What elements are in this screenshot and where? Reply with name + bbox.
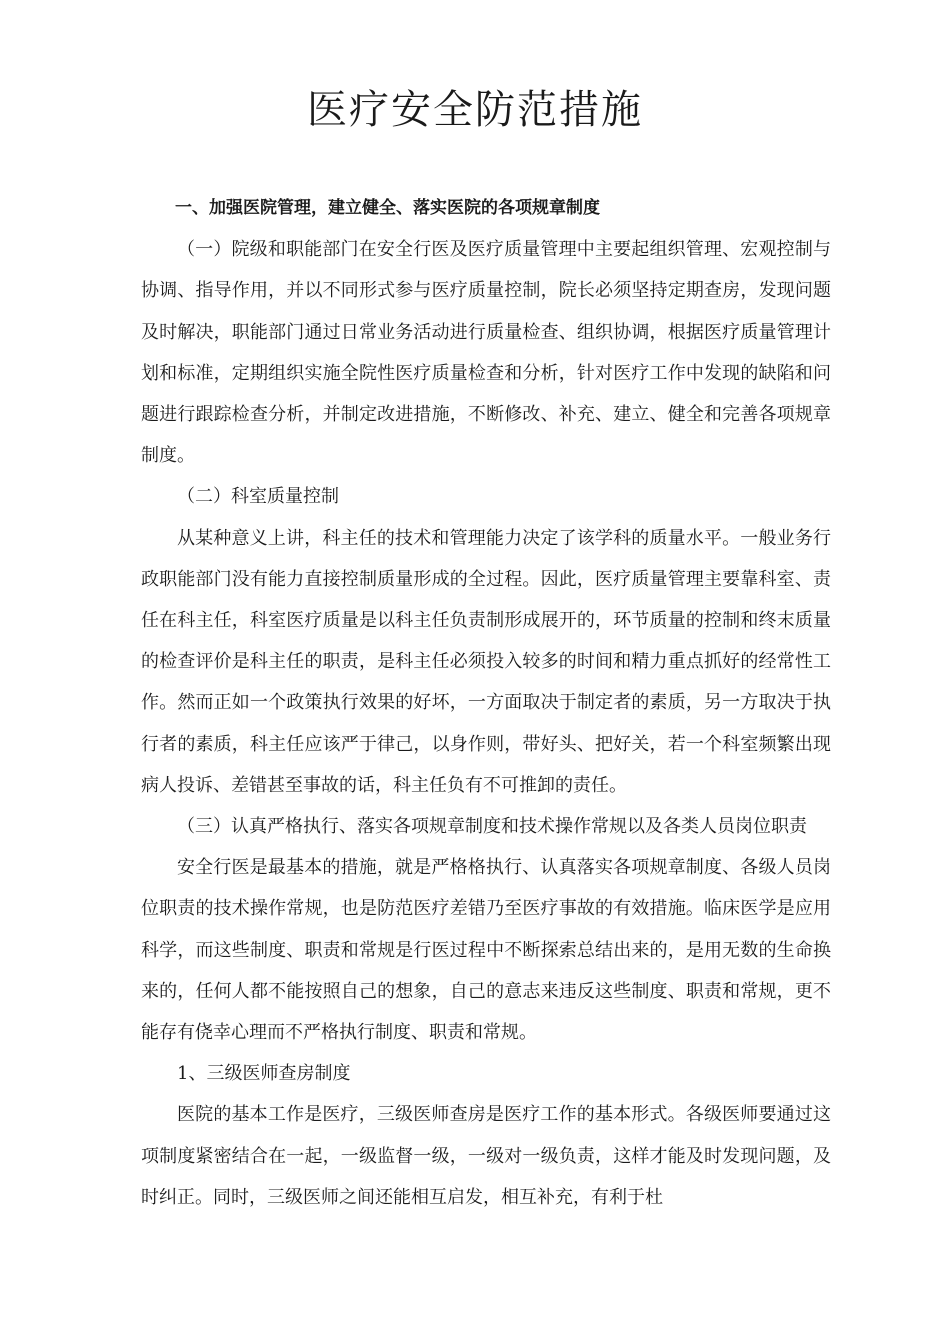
document-title: 医疗安全防范措施 <box>307 87 643 133</box>
document-body <box>141 188 831 1218</box>
subsection-heading: 1、三级医师查房制度 <box>177 1063 351 1085</box>
paragraph: （三）认真严格执行、落实各项规章制度和技术操作常规以及各类人员岗位职责 <box>177 816 807 838</box>
paragraph: 安全行医是最基本的措施，就是严格格执行、认真落实各项规章制度、各级人员岗位职责的技术操作常规，也是防范医疗差错乃至医疗事故的有效措施。临床医学是应用科学，而这些制度、职责和常规是行医过程中不断探索总结出来的，是用无数的生命换来的，任何人都不能按照自己的想象，自己的意志来违反这些制度、职责和常规，更不能存有侥幸心理而不严格执行制度、职责和常规。 <box>141 857 831 1044</box>
paragraph: 医院的基本工作是医疗，三级医师查房是医疗工作的基本形式。各级医师要通过这项制度紧密结合在一起，一级监督一级，一级对一级负责，这样才能及时发现问题，及时纠正。同时，三级医师之间还能相互启发，相互补充，有利于杜 <box>141 1104 831 1208</box>
paragraph: （一）院级和职能部门在安全行医及医疗质量管理中主要起组织管理、宏观控制与协调、指导作用，并以不同形式参与医疗质量控制，院长必须坚持定期查房，发现问题及时解决，职能部门通过日常业务活动进行质量检查、组织协调，根据医疗质量管理计划和标准，定期组织实施全院性医疗质量检查和分析，针对医疗工作中发现的缺陷和问题进行跟踪检查分析，并制定改进措施，不断修改、补充、建立、健全和完善各项规章制度。 <box>141 239 831 467</box>
subsection-heading: （二）科室质量控制 <box>177 486 339 508</box>
paragraph: 从某种意义上讲，科主任的技术和管理能力决定了该学科的质量水平。一般业务行政职能部门没有能力直接控制质量形成的全过程。因此，医疗质量管理主要靠科室、责任在科主任，科室医疗质量是以科主任负责制形成展开的，环节质量的控制和终末质量的检查评价是科主任的职责，是科主任必须投入较多的时间和精力重点抓好的经常性工作。然而正如一个政策执行效果的好坏，一方面取决于制定者的素质，另一方取决于执行者的素质，科主任应该严于律己，以身作则，带好头、把好关，若一个科室频繁出现病人投诉、差错甚至事故的话，科主任负有不可推卸的责任。 <box>141 527 831 796</box>
section-heading: 一、加强医院管理，建立健全、落实医院的各项规章制度 <box>175 198 600 218</box>
